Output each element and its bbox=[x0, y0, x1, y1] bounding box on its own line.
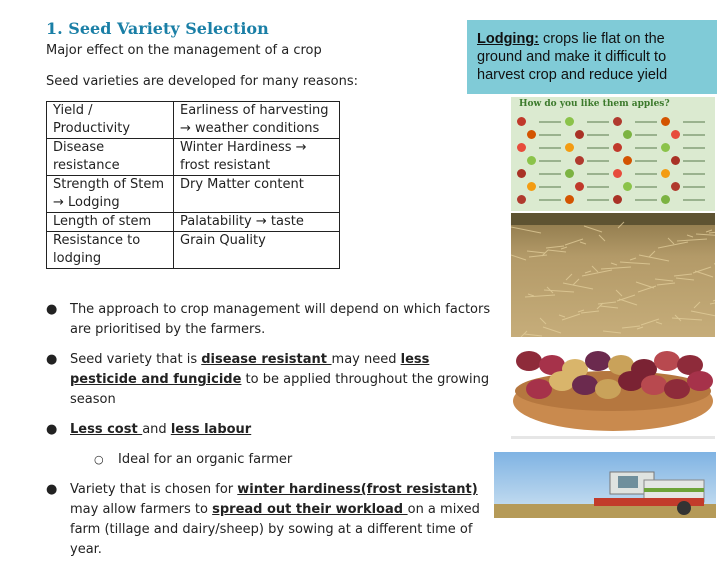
lodging-term: Lodging: bbox=[477, 31, 540, 47]
bullet-icon: ● bbox=[46, 422, 58, 437]
potato-shape bbox=[641, 375, 667, 395]
poster-title: How do you like them apples? bbox=[519, 99, 670, 109]
table-row bbox=[47, 139, 340, 176]
potato-shape bbox=[585, 351, 611, 371]
apple-icon bbox=[517, 169, 526, 178]
apple-icon bbox=[613, 169, 622, 178]
combine-harvester-image bbox=[494, 452, 716, 518]
apple-icon bbox=[613, 143, 622, 152]
bullet-icon: ● bbox=[46, 482, 58, 497]
table-cell: Winter Hardiness → frost resistant bbox=[174, 139, 340, 176]
apple-icon bbox=[671, 130, 680, 139]
intro-text: Major effect on the management of a crop bbox=[46, 43, 322, 58]
potato-shape bbox=[516, 351, 542, 371]
apple-icon bbox=[565, 195, 574, 204]
table-cell: Yield / Productivity bbox=[47, 102, 174, 139]
apple-icon bbox=[671, 156, 680, 165]
apple-icon bbox=[527, 130, 536, 139]
potato-shape bbox=[549, 371, 575, 391]
table-cell: Disease resistance bbox=[47, 139, 174, 176]
variety-table bbox=[46, 101, 340, 269]
potato-bowl-image bbox=[511, 339, 715, 439]
apple-icon bbox=[575, 130, 584, 139]
sub-list-item: ○ Ideal for an organic farmer bbox=[46, 450, 496, 470]
table-cell: Palatability → taste bbox=[174, 213, 340, 232]
potato-shape bbox=[687, 371, 713, 391]
table-row bbox=[47, 102, 340, 139]
bullet-list bbox=[46, 300, 496, 570]
potato-shape bbox=[654, 351, 680, 371]
table-cell: Dry Matter content bbox=[174, 176, 340, 213]
table-cell: Grain Quality bbox=[174, 232, 340, 269]
lodged-crop-field-image bbox=[511, 213, 715, 337]
potato-shape bbox=[618, 371, 644, 391]
table-cell: Length of stem bbox=[47, 213, 174, 232]
apple-icon bbox=[565, 143, 574, 152]
potato-shape bbox=[572, 375, 598, 395]
apple-icon bbox=[661, 169, 670, 178]
potato-shape bbox=[664, 379, 690, 399]
lodging-definition: crops lie flat on the ground and make it difficult to harvest crop and reduce yield bbox=[477, 31, 668, 83]
table-row bbox=[47, 176, 340, 213]
apple-icon bbox=[661, 117, 670, 126]
potato-shape bbox=[526, 379, 552, 399]
list-item: ● The approach to crop management will depend on which factors are prioritised by the farmers. bbox=[46, 302, 491, 337]
table-row bbox=[47, 213, 340, 232]
apple-icon bbox=[575, 156, 584, 165]
intro-text-2: Seed varieties are developed for many reasons: bbox=[46, 74, 358, 89]
apple-icon bbox=[671, 182, 680, 191]
bullet-icon: ● bbox=[46, 352, 58, 367]
apple-icon bbox=[613, 195, 622, 204]
lodging-callout bbox=[467, 20, 717, 94]
apple-icon bbox=[623, 182, 632, 191]
table-cell: Strength of Stem → Lodging bbox=[47, 176, 174, 213]
circle-bullet-icon: ○ bbox=[94, 453, 104, 466]
apple-icon bbox=[661, 143, 670, 152]
bullet-icon: ● bbox=[46, 302, 58, 317]
apple-icon bbox=[517, 117, 526, 126]
list-item: ● Seed variety that is disease resistant may need less pesticide and fungicide to be applied throughout the growing season bbox=[46, 352, 490, 407]
apple-icon bbox=[517, 195, 526, 204]
list-item: ● Variety that is chosen for winter hardiness(frost resistant) may allow farmers to spread out their workload on a mixed farm (tillage and dairy/sheep) by sowing at a different time of year. bbox=[46, 482, 480, 557]
apple-icon bbox=[613, 117, 622, 126]
apple-icon bbox=[575, 182, 584, 191]
section-heading: 1. Seed Variety Selection bbox=[46, 19, 269, 38]
apple-icon bbox=[527, 182, 536, 191]
apple-icon bbox=[517, 143, 526, 152]
apple-icon bbox=[527, 156, 536, 165]
potato-shape bbox=[595, 379, 621, 399]
apple-icon bbox=[623, 156, 632, 165]
apple-icon bbox=[661, 195, 670, 204]
apple-icon bbox=[623, 130, 632, 139]
apple-icon bbox=[565, 169, 574, 178]
table-row bbox=[47, 232, 340, 269]
list-item: ● Less cost and less labour bbox=[46, 420, 496, 440]
apple-icon bbox=[565, 117, 574, 126]
table-cell: Resistance to lodging bbox=[47, 232, 174, 269]
apples-poster-image bbox=[511, 97, 715, 211]
table-cell: Earliness of harvesting → weather conditions bbox=[174, 102, 340, 139]
